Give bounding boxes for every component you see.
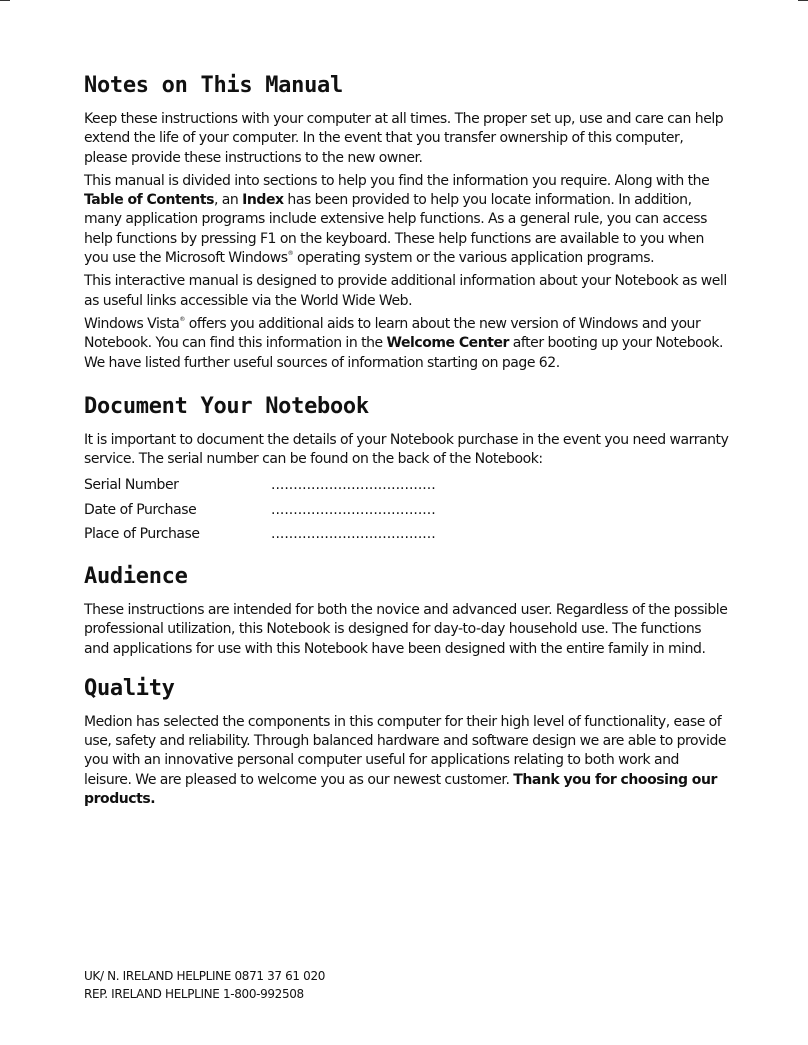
- record-row-serial-number: [84, 473, 729, 498]
- record-blank: .....................................: [271, 501, 436, 518]
- registered-mark: ®: [179, 315, 185, 323]
- notes-p2-text-b: , an: [213, 192, 243, 209]
- section-notes: [84, 72, 729, 373]
- crop-mark-right: [798, 0, 808, 1]
- notes-heading: Notes on This Manual: [84, 73, 343, 98]
- section-quality: [84, 675, 729, 809]
- section-document-notebook: [84, 393, 729, 547]
- record-row-date-of-purchase: [84, 498, 729, 523]
- notes-paragraph-3: This interactive manual is designed to provide additional information about your Notebook as well as useful links accessible via the World Wide Web.: [84, 273, 727, 309]
- manual-page: [84, 70, 729, 824]
- document-paragraph-1: It is important to document the details of your Notebook purchase in the event you need warranty service. The serial number can be found on the back of the Notebook:: [84, 431, 729, 468]
- helpline-uk: UK/ N. IRELAND HELPLINE 0871 37 61 020: [84, 969, 326, 983]
- notes-paragraph-1: Keep these instructions with your computer at all times. The proper set up, use and care can help extend the life of your computer. In the event that you transfer ownership of this computer, please provide these instructions to the new owner.: [84, 111, 724, 166]
- table-of-contents-term: Table of Contents: [84, 192, 214, 209]
- document-heading: Document Your Notebook: [84, 393, 369, 419]
- helpline-ireland: REP. IRELAND HELPLINE 1-800-992508: [84, 987, 304, 1001]
- registered-mark: ®: [287, 250, 294, 258]
- thank-you-text: Thank you for choosing our products.: [84, 771, 717, 808]
- audience-paragraph-1: These instructions are intended for both the novice and advanced user. Regardless of the possible professional utilization, this Notebook is designed for day-to-day household use. The functions and applications for use with this Notebook have been designed with the entire family in mind.: [84, 601, 728, 657]
- quality-text: Medion has selected the components in this computer for their high level of functionality, ease of use, safety and reliability. Through balanced hardware and software design we are able to provide you with an innovative personal computer useful for applications relating to both work and leisure. We are pleased to welcome you as our newest customer.: [84, 713, 727, 788]
- notes-paragraph-2: [84, 172, 729, 268]
- purchase-record-table: [84, 473, 729, 547]
- notes-p2-text-d: operating system or the various application programs.: [293, 250, 655, 267]
- notes-p4-text-c: after booting up your Notebook. We have listed further useful sources of information starting on page 62.: [84, 335, 724, 371]
- record-blank: .....................................: [271, 526, 436, 543]
- notes-p4-text-a: Windows Vista: [84, 315, 180, 332]
- notes-p2-text-a: This manual is divided into sections to help you find the information you require. Along with the: [84, 172, 710, 189]
- notes-paragraph-4: [84, 315, 729, 373]
- record-blank: .....................................: [271, 477, 436, 494]
- crop-mark-left: [0, 0, 10, 1]
- quality-heading: Quality: [84, 675, 175, 701]
- quality-paragraph-1: [84, 713, 729, 809]
- record-label: Place of Purchase: [84, 526, 200, 543]
- record-row-place-of-purchase: [84, 522, 729, 547]
- notes-p2-text-c: has been provided to help you locate information. In addition, many application programs include extensive help functions. As a general rule, you can access help functions by pressing F1 on the keyboard. These help functions are available to you when you use the Microsoft Windows: [84, 192, 707, 267]
- record-label: Date of Purchase: [84, 501, 197, 518]
- index-term: Index: [242, 192, 284, 209]
- section-audience: [84, 563, 729, 659]
- welcome-center-term: Welcome Center: [386, 335, 509, 352]
- audience-heading: Audience: [84, 563, 188, 589]
- record-label: Serial Number: [84, 477, 179, 494]
- notes-p4-text-b: offers you additional aids to learn about the new version of Windows and your Notebook. You can find this information in the: [84, 315, 701, 352]
- helpline-footer: [84, 967, 325, 1003]
